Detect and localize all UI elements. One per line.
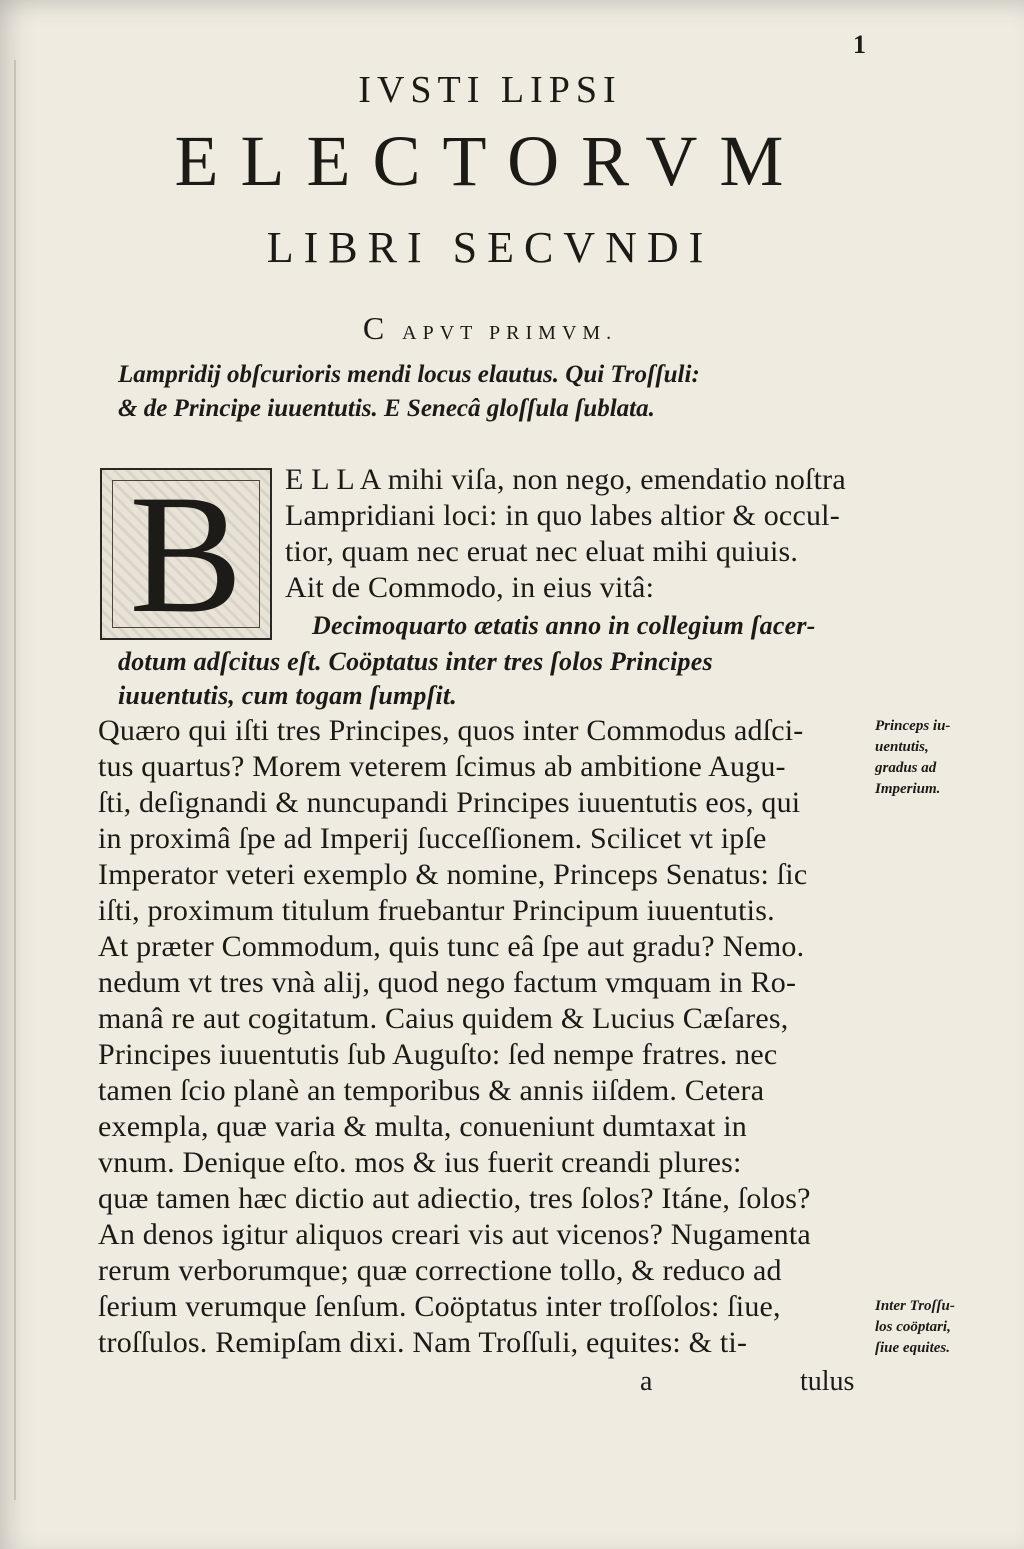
chapter-heading-initial: C bbox=[362, 310, 390, 346]
quoted-line: iuuentutis, cum togam ſumpſit. bbox=[118, 681, 458, 710]
text-line: ſerium verumque ſenſum. Coöptatus inter troſſolos: ſiue, bbox=[98, 1290, 781, 1323]
chapter-heading bbox=[0, 310, 980, 347]
margin-note-line: los coöptari, bbox=[875, 1319, 951, 1335]
margin-note-line: gradus ad bbox=[875, 760, 937, 776]
page-number: 1 bbox=[853, 30, 866, 59]
margin-note-line: Princeps iu- bbox=[875, 718, 951, 734]
summary-line: & de Principe iuuentutis. E Senecâ gloſſula ſublata. bbox=[118, 395, 655, 422]
chapter-heading-rest: APVT PRIMVM. bbox=[402, 322, 618, 344]
text-line: Lampridiani loci: in quo labes altior & occul- bbox=[285, 499, 840, 532]
text-line: Quæro qui iſti tres Principes, quos inter Commodus adſci- bbox=[98, 714, 804, 747]
text-line: manâ re aut cogitatum. Caius quidem & Lucius Cæſares, bbox=[98, 1002, 789, 1035]
decorated-initial-letter: B bbox=[129, 460, 243, 648]
text-line: quæ tamen hæc dictio aut adiectio, tres ſolos? Itáne, ſolos? bbox=[98, 1182, 811, 1215]
margin-note-line: uentutis, bbox=[875, 739, 929, 755]
margin-note bbox=[875, 1296, 955, 1359]
quoted-line: dotum adſcitus eſt. Coöptatus inter tres ſolos Principes bbox=[118, 647, 713, 676]
text-line: exempla, quæ varia & multa, conueniunt dumtaxat in bbox=[98, 1110, 748, 1143]
margin-note-line: Imperium. bbox=[875, 781, 941, 797]
text-line: Ait de Commodo, in eius vitâ: bbox=[285, 571, 655, 604]
text-line: E L L A mihi viſa, non nego, emendatio noſtra bbox=[285, 463, 846, 496]
page-edge-line bbox=[14, 60, 16, 1500]
summary-line: Lampridij obſcurioris mendi locus elautus. Qui Troſſuli: bbox=[118, 361, 700, 388]
text-line: tamen ſcio planè an temporibus & annis iiſdem. Cetera bbox=[98, 1074, 765, 1107]
margin-note-line: Inter Troſſu- bbox=[875, 1298, 955, 1314]
text-line: in proximâ ſpe ad Imperij ſucceſſionem. Scilicet vt ipſe bbox=[98, 822, 767, 855]
text-line: rerum verborumque; quæ correctione tollo, & reduco ad bbox=[98, 1254, 782, 1287]
text-line: nedum vt tres vnà alij, quod nego factum vmquam in Ro- bbox=[98, 966, 797, 999]
decorated-initial bbox=[100, 460, 272, 648]
book-subtitle: LIBRI SECVNDI bbox=[266, 223, 714, 272]
text-line: vnum. Denique eſto. mos & ius fuerit creandi plures: bbox=[98, 1146, 742, 1179]
text-line: Imperator veteri exemplo & nomine, Princeps Senatus: ſic bbox=[98, 858, 808, 891]
chapter-summary bbox=[118, 358, 878, 426]
text-line: iſti, proximum titulum fruebantur Principum iuuentutis. bbox=[98, 894, 775, 927]
text-line: troſſulos. Remipſam dixi. Nam Troſſuli, equites: & ti- bbox=[98, 1326, 748, 1359]
quoted-line: Decimoquarto ætatis anno in collegium ſacer- bbox=[312, 611, 816, 640]
text-line: ſti, deſignandi & nuncupandi Principes iuuentutis eos, qui bbox=[98, 786, 801, 819]
text-line: At præter Commodum, quis tunc eâ ſpe aut gradu? Nemo. bbox=[98, 930, 805, 963]
text-line: tior, quam nec eruat nec eluat mihi quiuis. bbox=[285, 535, 799, 568]
text-line: An denos igitur aliquos creari vis aut vicenos? Nugamenta bbox=[98, 1218, 811, 1251]
author-heading: IVSTI LIPSI bbox=[358, 69, 622, 111]
margin-note-line: ſiue equites. bbox=[875, 1340, 950, 1356]
text-line: tus quartus? Morem veterem ſcimus ab ambitione Augu- bbox=[98, 750, 786, 783]
signature-mark: a bbox=[640, 1366, 653, 1397]
margin-note bbox=[875, 716, 950, 800]
text-line: Principes iuuentutis ſub Auguſto: ſed nempe fratres. nec bbox=[98, 1038, 778, 1071]
catchword: tulus bbox=[800, 1366, 855, 1397]
book-title: ELECTORVM bbox=[174, 121, 806, 201]
